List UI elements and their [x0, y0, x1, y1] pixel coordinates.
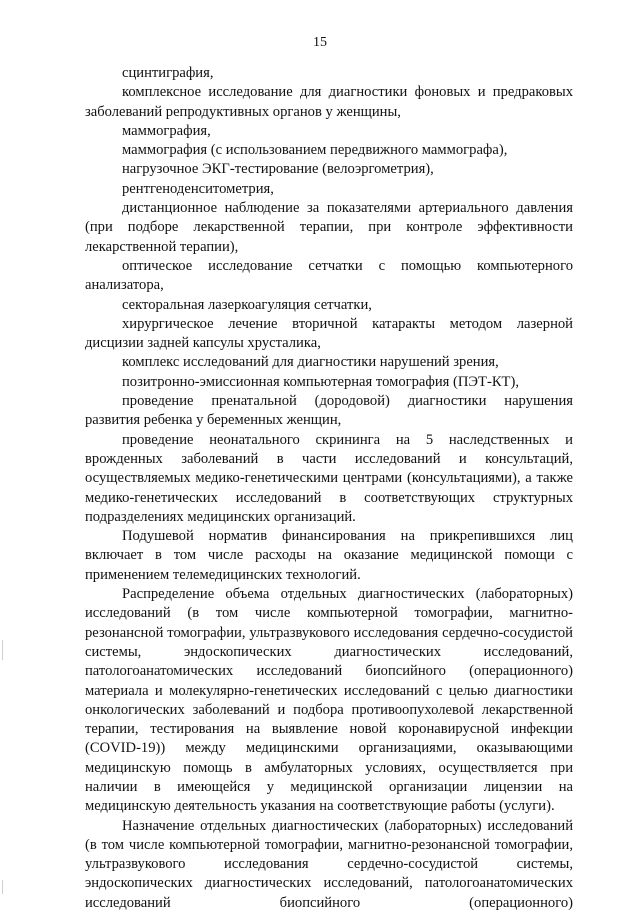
page-number: 15 [313, 35, 327, 50]
paragraph-mobile-mammography: маммография (с использованием передвижного маммографа), [122, 142, 508, 159]
paragraph-blood-pressure-monitoring: дистанционное наблюдение за показателями артериального давления (при подборе лекарственной терапии, при контроле эффективности лекарственной терапии), [85, 200, 573, 255]
paragraph-prenatal-diagnostics: проведение пренатальной (дородовой) диагностики нарушения развития ребенка у беременных женщин, [85, 393, 573, 429]
paragraph-scintigraphy: сцинтиграфия, [122, 65, 214, 81]
paragraph-reproductive-screening: комплексное исследование для диагностики фоновых и предраковых заболеваний репродуктивных органов у женщины, [85, 84, 573, 120]
paragraph-vision-diagnostics: комплекс исследований для диагностики нарушений зрения, [122, 354, 499, 371]
paragraph-distribution-of-diagnostics: Распределение объема отдельных диагностических (лабораторных) исследований (в том числе компьютерной томографии, магнитно-резонансной томографии, ультразвукового исследования сердечно-сосудистой системы, эндоскопических диагностических исследований, патологоанатомических исследований биопсийного (операционного) материала и молекулярно-генетических исследований с целью диагностики онкологических заболеваний и подбора противоопухолевой лекарственной терапии, тестирования на выявление новой коронавирусной инфекции (COVID-19)) между медицинскими организациями, оказывающими медицинскую помощь в амбулаторных условиях, осуществляется при наличии в имеющейся у медицинской организации лицензии на медицинскую деятельность указания на соответствующие работы (услуги). [85, 586, 573, 815]
paragraph-stress-ecg: нагрузочное ЭКГ-тестирование (велоэргометрия), [122, 161, 434, 178]
paragraph-densitometry: рентгеноденситометрия, [122, 180, 274, 197]
paragraph-retina-examination: оптическое исследование сетчатки с помощью компьютерного анализатора, [85, 257, 573, 294]
paragraph-cataract-surgery: хирургическое лечение вторичной катаракты методом лазерной дисцизии задней капсулы хрусталика, [85, 315, 573, 352]
scan-edge-mark [2, 640, 3, 660]
paragraph-per-capita-standard: Подушевой норматив финансирования на прикрепившихся лиц включает в том числе расходы на оказание медицинской помощи с применением телемедицинских технологий. [85, 528, 573, 583]
paragraph-pet-ct: позитронно-эмиссионная компьютерная томография (ПЭТ-КТ), [122, 373, 519, 390]
document-body [85, 64, 573, 913]
paragraph-assignment-of-diagnostics: Назначение отдельных диагностических (лабораторных) исследований (в том числе компьютерной томографии, магнитно-резонансной томографии, ультразвукового исследования сердечно-сосудистой системы, эндоскопических диагностических исследований, патологоанатомических исследований биопсийного (операционного) [85, 817, 573, 911]
scan-edge-mark [2, 880, 3, 894]
paragraph-laser-coagulation: секторальная лазеркоагуляция сетчатки, [122, 296, 372, 313]
paragraph-mammography: маммография, [122, 122, 211, 139]
paragraph-neonatal-screening: проведение неонатального скрининга на 5 наследственных и врожденных заболеваний в части исследований и консультаций, осуществляемых медико-генетическими центрами (консультациями), а также медико-генетических исследований в соответствующих структурных подразделениях медицинских организаций. [85, 431, 573, 525]
